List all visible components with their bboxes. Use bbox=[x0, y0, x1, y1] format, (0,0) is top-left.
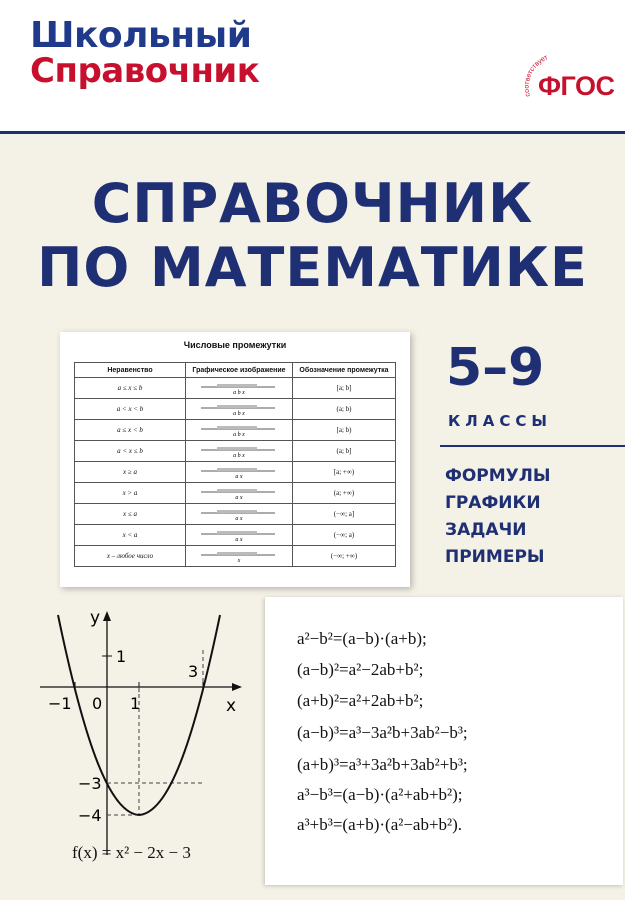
row-graphic bbox=[186, 399, 293, 420]
topic-formulas: ФОРМУЛЫ bbox=[445, 466, 551, 486]
row-graphic bbox=[186, 525, 293, 546]
row-inequality: x > a bbox=[75, 483, 186, 504]
y-axis-label: y bbox=[90, 608, 101, 628]
formula-3: (a+b)²=a²+2ab+b²; bbox=[297, 691, 424, 710]
tick-label-neg1: −1 bbox=[48, 694, 72, 713]
number-line-labels: a x bbox=[235, 495, 243, 500]
row-graphic bbox=[186, 378, 293, 399]
number-line-icon bbox=[199, 528, 279, 542]
title-line-2: ПО МАТЕМАТИКЕ bbox=[37, 236, 588, 299]
topic-examples: ПРИМЕРЫ bbox=[445, 547, 545, 567]
x-axis-arrow-icon bbox=[232, 683, 242, 691]
row-notation: (−∞; a) bbox=[293, 525, 396, 546]
topics-list bbox=[445, 463, 551, 571]
tick-label-zero: 0 bbox=[92, 694, 103, 713]
number-line-labels: a x bbox=[235, 537, 243, 542]
header-graphic: Графическое изображение bbox=[186, 363, 293, 378]
topic-problems: ЗАДАЧИ bbox=[445, 520, 527, 540]
row-graphic bbox=[186, 420, 293, 441]
table-row bbox=[75, 546, 396, 567]
table-header-row bbox=[75, 363, 396, 378]
grade-range: 5–9 bbox=[446, 338, 545, 398]
fgos-label: ФГОС bbox=[538, 71, 615, 101]
row-notation: (−∞; a] bbox=[293, 504, 396, 525]
series-line-1: Школьный bbox=[30, 15, 252, 56]
formula-6: a³−b³=(a−b)·(a²+ab+b²); bbox=[297, 785, 463, 804]
row-inequality: a ≤ x < b bbox=[75, 420, 186, 441]
number-line-labels: a b x bbox=[233, 453, 245, 458]
series-logo bbox=[30, 15, 260, 91]
number-line-icon bbox=[199, 486, 279, 500]
table-row bbox=[75, 462, 396, 483]
table-row bbox=[75, 378, 396, 399]
row-inequality: a < x < b bbox=[75, 399, 186, 420]
row-inequality: x ≥ a bbox=[75, 462, 186, 483]
grade-label: КЛАССЫ bbox=[448, 412, 552, 430]
number-line-labels: a b x bbox=[233, 432, 245, 437]
number-line-icon bbox=[199, 507, 279, 521]
grade-rule bbox=[440, 445, 625, 447]
title-line-1: СПРАВОЧНИК bbox=[91, 172, 534, 235]
topic-graphs: ГРАФИКИ bbox=[445, 493, 541, 513]
formulas-card bbox=[265, 597, 623, 885]
number-line-icon bbox=[199, 402, 279, 416]
table-row bbox=[75, 399, 396, 420]
tick-label-y1: 1 bbox=[116, 647, 127, 666]
row-graphic bbox=[186, 462, 293, 483]
formula-1: a²−b²=(a−b)·(a+b); bbox=[297, 629, 427, 648]
row-graphic bbox=[186, 504, 293, 525]
number-line-labels: a b x bbox=[233, 390, 245, 395]
number-line-icon bbox=[199, 444, 279, 458]
row-notation: [a; b] bbox=[293, 378, 396, 399]
number-line-icon bbox=[199, 381, 279, 395]
number-line-icon bbox=[199, 423, 279, 437]
intervals-title: Числовые промежутки bbox=[183, 340, 287, 350]
row-inequality: x ≤ a bbox=[75, 504, 186, 525]
tick-label-x3: 3 bbox=[188, 662, 199, 681]
number-line-icon bbox=[199, 549, 279, 563]
row-inequality: a < x ≤ b bbox=[75, 441, 186, 462]
table-row bbox=[75, 441, 396, 462]
header-divider bbox=[0, 131, 625, 134]
formula-4: (a−b)³=a³−3a²b+3ab²−b³; bbox=[297, 723, 468, 742]
formula-7: a³+b³=(a+b)·(a²−ab+b²). bbox=[297, 815, 463, 834]
row-inequality: a ≤ x ≤ b bbox=[75, 378, 186, 399]
fgos-badge bbox=[518, 52, 615, 112]
table-row bbox=[75, 504, 396, 525]
formula-5: (a+b)³=a³+3a²b+3ab²+b³; bbox=[297, 755, 468, 774]
x-axis-label: x bbox=[226, 696, 237, 716]
row-graphic bbox=[186, 483, 293, 504]
tick-label-neg4: −4 bbox=[78, 806, 102, 825]
number-line-labels: a x bbox=[235, 516, 243, 521]
table-row bbox=[75, 525, 396, 546]
row-notation: [a; b) bbox=[293, 420, 396, 441]
header-notation: Обозначение промежутка bbox=[293, 363, 396, 378]
row-graphic bbox=[186, 441, 293, 462]
series-line-2: Справочник bbox=[30, 51, 260, 91]
row-inequality: x < a bbox=[75, 525, 186, 546]
number-line-labels: a b x bbox=[233, 411, 245, 416]
table-row bbox=[75, 420, 396, 441]
intervals-table bbox=[74, 362, 396, 567]
row-inequality: x – любое число bbox=[75, 546, 186, 567]
number-line-labels: x bbox=[237, 558, 241, 563]
intervals-card bbox=[60, 332, 410, 587]
table-row bbox=[75, 483, 396, 504]
row-notation: [a; +∞) bbox=[293, 462, 396, 483]
row-graphic bbox=[186, 546, 293, 567]
function-label: f(x) = x² − 2x − 3 bbox=[72, 843, 191, 862]
row-notation: (a; +∞) bbox=[293, 483, 396, 504]
number-line-icon bbox=[199, 465, 279, 479]
header-inequality: Неравенство bbox=[75, 363, 186, 378]
tick-label-x1: 1 bbox=[130, 694, 141, 713]
number-line-labels: a x bbox=[235, 474, 243, 479]
row-notation: (a; b] bbox=[293, 441, 396, 462]
row-notation: (a; b) bbox=[293, 399, 396, 420]
parabola-graph bbox=[30, 605, 255, 865]
fgos-arc-text: соответствует bbox=[523, 54, 550, 98]
row-notation: (−∞; +∞) bbox=[293, 546, 396, 567]
tick-label-neg3: −3 bbox=[78, 774, 102, 793]
formula-2: (a−b)²=a²−2ab+b²; bbox=[297, 660, 424, 679]
y-axis-arrow-icon bbox=[103, 611, 111, 621]
